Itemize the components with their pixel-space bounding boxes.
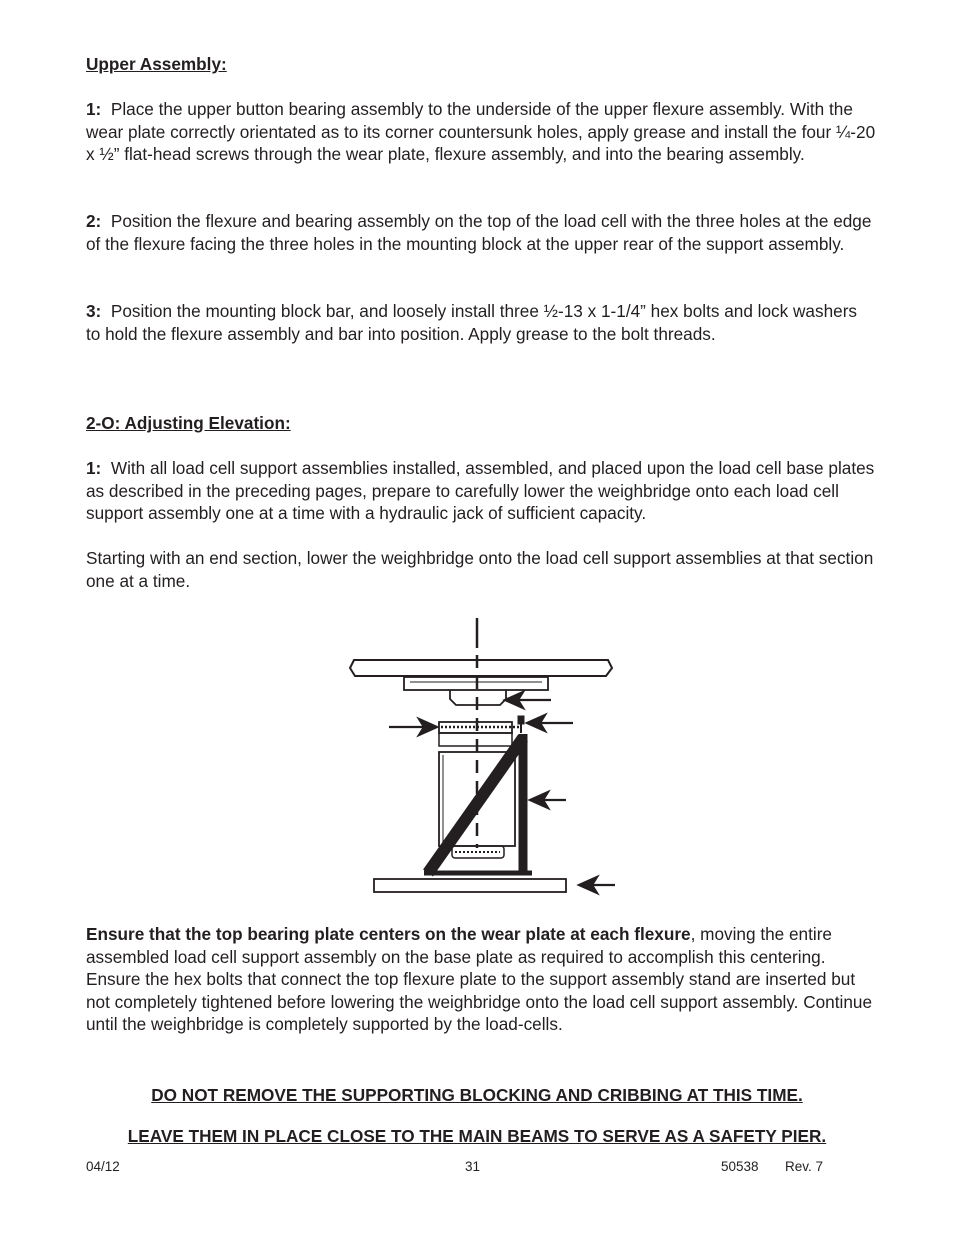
warning-line-2: LEAVE THEM IN PLACE CLOSE TO THE MAIN BEAMS TO SERVE AS A SAFETY PIER. [127,1126,827,1146]
step-number: 1: [86,458,102,478]
base-plate [374,879,566,892]
adjusting-elevation-heading: 2-O: Adjusting Elevation: [86,413,291,433]
hex-bolt [518,716,524,724]
step-number: 1: [86,99,102,119]
footer-doc-number: 50538 [721,1159,759,1174]
footer-date: 04/12 [86,1159,120,1174]
ensure-text: , moving the entire assembled load cell support assembly on the base plate as required to accomplish this centering. Ensure the hex bolts that connect the top flexure plate to the support assembly stand are inserted but not completely tightened before lowering the weighbridge onto the load cell support assembly. Continue until the weighbridge is completely supported by the load-cells. [86,924,873,1034]
step-text: Position the flexure and bearing assembly on the top of the load cell with the three holes at the edge of the flexure facing the three holes in the mounting block at the upper rear of the support assembly. [86,211,872,254]
ensure-bold-text: Ensure that the top bearing plate centers on the wear plate at each flexure [86,924,691,944]
step-number: 3: [86,301,102,321]
upper-assembly-heading: Upper Assembly: [86,54,227,74]
ensure-paragraph [86,923,876,1036]
step-number: 2: [86,211,102,231]
step-text: Place the upper button bearing assembly to the underside of the upper flexure assembly. With the wear plate correctly orientated as to its corner countersunk holes, apply grease and install the four ¼-20 x ½” flat-head screws through the wear plate, flexure assembly, and into the bearing assembly. [86,99,876,164]
elevation-paragraph: Starting with an end section, lower the weighbridge onto the load cell support assemblies at that section one at a time. [86,548,874,591]
weighbridge-beam [350,660,612,676]
step-text: With all load cell support assemblies installed, assembled, and placed upon the load cell base plates as described in the preceding pages, prepare to carefully lower the weighbridge onto each load cell support assembly one at a time with a hydraulic jack of sufficient capacity. [86,458,875,523]
warning-line-1: DO NOT REMOVE THE SUPPORTING BLOCKING AND CRIBBING AT THIS TIME. [151,1085,803,1105]
footer-page-number: 31 [465,1159,481,1174]
step-text: Position the mounting block bar, and loosely install three ½-13 x 1-1/4” hex bolts and lock washers to hold the flexure assembly and bar into position. Apply grease to the bolt threads. [86,301,858,344]
footer-revision: Rev. 7 [785,1159,824,1174]
